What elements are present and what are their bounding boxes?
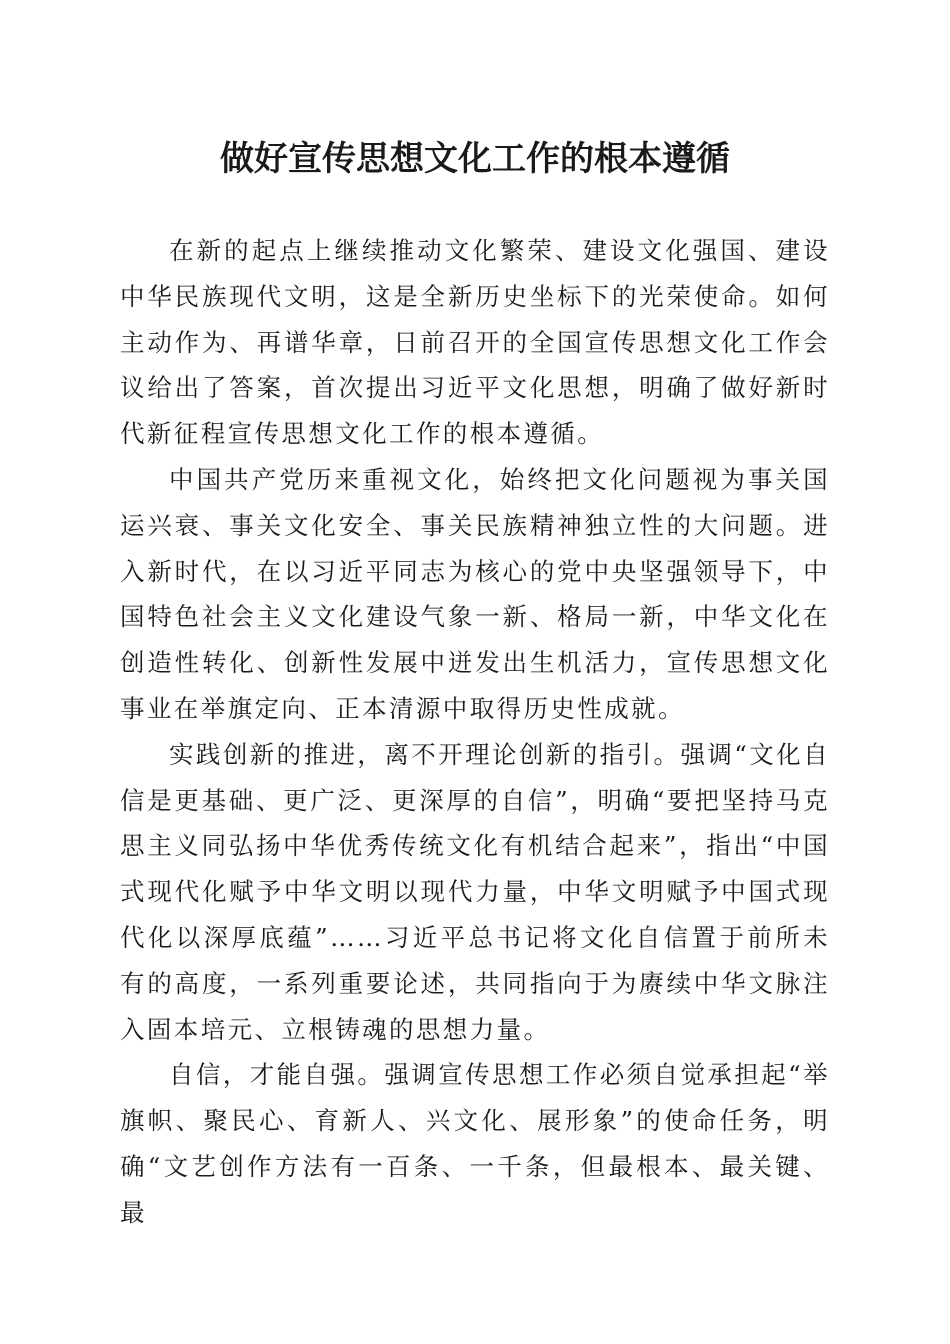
document-title: 做好宣传思想文化工作的根本遵循 [220, 139, 730, 179]
paragraph-4: 自信，才能自强。强调宣传思想工作必须自觉承担起“举旗帜、聚民心、育新人、兴文化、展形象”的使命任务，明确“文艺创作方法有一百条、一千条，但最根本、最关键、最 [120, 1060, 830, 1227]
document-body [120, 228, 830, 1236]
paragraph-2: 中国共产党历来重视文化，始终把文化问题视为事关国运兴衰、事关文化安全、事关民族精神独立性的大问题。进入新时代，在以习近平同志为核心的党中央坚强领导下，中国特色社会主义文化建设气象一新、格局一新，中华文化在创造性转化、创新性发展中迸发出生机活力，宣传思想文化事业在举旗定向、正本清源中取得历史性成就。 [120, 464, 830, 723]
paragraph-1: 在新的起点上继续推动文化繁荣、建设文化强国、建设中华民族现代文明，这是全新历史坐标下的光荣使命。如何主动作为、再谱华章，日前召开的全国宣传思想文化工作会议给出了答案，首次提出习近平文化思想，明确了做好新时代新征程宣传思想文化工作的根本遵循。 [120, 236, 830, 449]
paragraph-3: 实践创新的推进，离不开理论创新的指引。强调“文化自信是更基础、更广泛、更深厚的自信”，明确“要把坚持马克思主义同弘扬中华优秀传统文化有机结合起来”，指出“中国式现代化赋予中华文明以现代力量，中华文明赋予中国式现代化以深厚底蕴”……习近平总书记将文化自信置于前所未有的高度，一系列重要论述，共同指向于为赓续中华文脉注入固本培元、立根铸魂的思想力量。 [120, 739, 830, 1044]
